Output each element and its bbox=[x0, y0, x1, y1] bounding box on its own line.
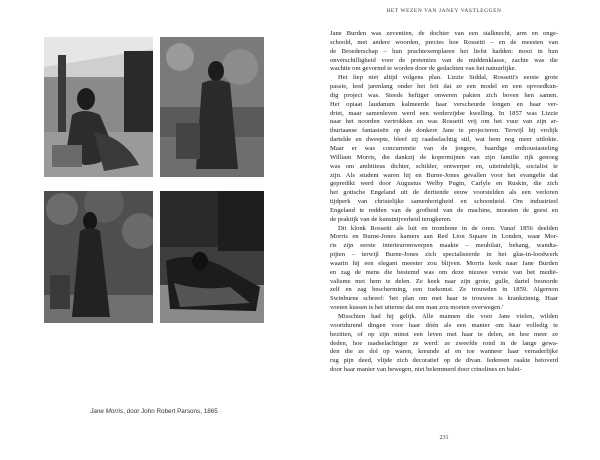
text-line: Het opiaat laudanum kalmeerde haar verscheurde longen en haar ver- bbox=[330, 100, 558, 108]
text-line: Jane Burden was zeventien, de dochter van een stalknecht, arm en onge- bbox=[330, 30, 558, 37]
text-line: tijdperk van christelijke samenhorigheid en schoonheid. Om industrieel bbox=[330, 198, 558, 206]
photo-woman-seated-with-tent bbox=[44, 37, 153, 177]
text-line: wachtte om gevormd te worden door de gedachten van het natuurlijke. bbox=[330, 65, 517, 73]
text-line: voeten kussen is het uiterste dat een man zou moeten overwegen.' bbox=[330, 304, 504, 312]
text-line: gepredikt werd door Augustus Welby Pugin, Carlyle en Ruskin, die zich bbox=[330, 180, 558, 188]
text-line: Dit klonk Rossetti als luit en trombone in de oren. Vanaf 1856 deelden bbox=[338, 224, 558, 232]
text-line: de Broederschap – hun prachtexemplaren het liefst hadden: mooi in hun bbox=[330, 47, 558, 55]
text-line: passie, leed jarenlang onder het feit dat ze een model en een opvoedkun- bbox=[330, 83, 558, 91]
page-number: 231 bbox=[439, 435, 449, 441]
text-line: valisme met hem te delen. Ze keek naar zijn grote, gulle, dartel besnorde bbox=[330, 277, 558, 285]
text-line: het gotische Engeland uit de dertiende eeuw voorstelden als een verloren bbox=[330, 189, 558, 197]
text-line: Maar er was concurrentie van de jongere, baardige enthousiasteling bbox=[330, 144, 558, 152]
photo-woman-reclining-sofa bbox=[160, 191, 264, 323]
text-line: pijten – terwijl Burne-Jones zich specialiseerde in het glas-in-loodwerk bbox=[330, 251, 558, 259]
text-line: zijn. Als student waren hij en Burne-Jones gevallen voor het evangelie dat bbox=[330, 171, 558, 179]
text-line: schoold, met andere woorden, precies hoe Rossetti – en de meesten van bbox=[330, 38, 558, 46]
text-line: Misschien had hij gelijk. Alle mannen die voor Jane vielen, wilden bbox=[338, 313, 558, 320]
running-head: HET WEZEN VAN JANEY VASTLEGGEN bbox=[386, 8, 502, 14]
text-line: driet, maar samenleven werd een wederzijdse kwelling. In 1857 was Lizzie bbox=[330, 109, 558, 117]
text-line: rug pijn deed, vlijde zich decoratief op de divan. Iedereen raakte betoverd bbox=[330, 357, 558, 365]
text-line: door haar manier van bewegen, niet belemmerd door crinolines en balei- bbox=[330, 366, 522, 374]
caption-title: Jane Morris bbox=[90, 408, 124, 415]
text-line: Engeland te redden van de grofheid van de machine, moesten de geest en bbox=[330, 206, 558, 214]
text-line: deden, hoe raadselachtiger ze werd: ze zweefde rond in de lange gewa- bbox=[330, 339, 558, 347]
text-line: bezitten, of op zijn minst een leven met haar te delen, en hoe meer ze bbox=[330, 330, 558, 338]
text-line: de praktijk van de kunstnijverheid terugkeren. bbox=[330, 215, 452, 223]
text-line: waarin hij een elegant meester zou blijven. Morris keek naar Jane Burden bbox=[330, 259, 558, 267]
photo-woman-standing-foliage bbox=[44, 191, 153, 323]
text-line: dig project was. Steeds heftiger onweren pakten zich boven hen samen. bbox=[330, 91, 558, 99]
text-line: onverschilligheid voor de pretenties van de middenklasse, zachte was die bbox=[330, 56, 558, 64]
text-line: Morris en Burne-Jones kamers aan Red Lion Square in Londen, waar Mor- bbox=[330, 233, 558, 241]
text-line: thuriaanse fantasieën op de donkere Jane te projecteren. Terwijl hij vrolijk bbox=[330, 127, 558, 135]
body-text bbox=[330, 30, 558, 375]
caption-rest: , door John Robert Parsons, 1865 bbox=[123, 408, 218, 415]
text-line: ris zijn eerste interieurontwerpen maakte – meubilair, behang, wandta- bbox=[330, 242, 558, 250]
text-line: en zag de mens die bestemd was om deze nieuwe versie van het mediё- bbox=[330, 268, 558, 276]
text-line: Het liep niet altijd volgens plan. Lizzie Siddal, Rossetti's eerste grote bbox=[338, 74, 558, 82]
text-line: Swinburne schreef: 'het plan om met haar te trouwen is krankzinnig. Haar bbox=[330, 295, 558, 303]
photo-woman-standing-back bbox=[160, 37, 264, 177]
text-line: zelf en zag bescherming, een toekomst. Ze trouwden in 1859. Algernon bbox=[330, 286, 558, 294]
text-line: naar het noorden vertrokken en was Rossetti vrij om het vuur van zijn ar- bbox=[330, 118, 558, 126]
text-line: voortdurend dingen voor haar dóén als een manier om haar volledig te bbox=[330, 321, 558, 329]
text-line: William Morris, die dankzij de kopermijnen van zijn familie rijk genoeg bbox=[330, 153, 558, 161]
text-line: was om ambitieus dichter, schilder, ontwerper en, uiteindelijk, socialist te bbox=[330, 162, 558, 170]
photo-caption bbox=[44, 408, 264, 415]
text-line: dartelde en dweepte, bleef zij raadselachtig stil, wat hem nog meer uitlokte. bbox=[330, 136, 558, 144]
text-line: den die ze dol op waren, kreunde af en toe wanneer haar verraderlijke bbox=[330, 348, 558, 356]
